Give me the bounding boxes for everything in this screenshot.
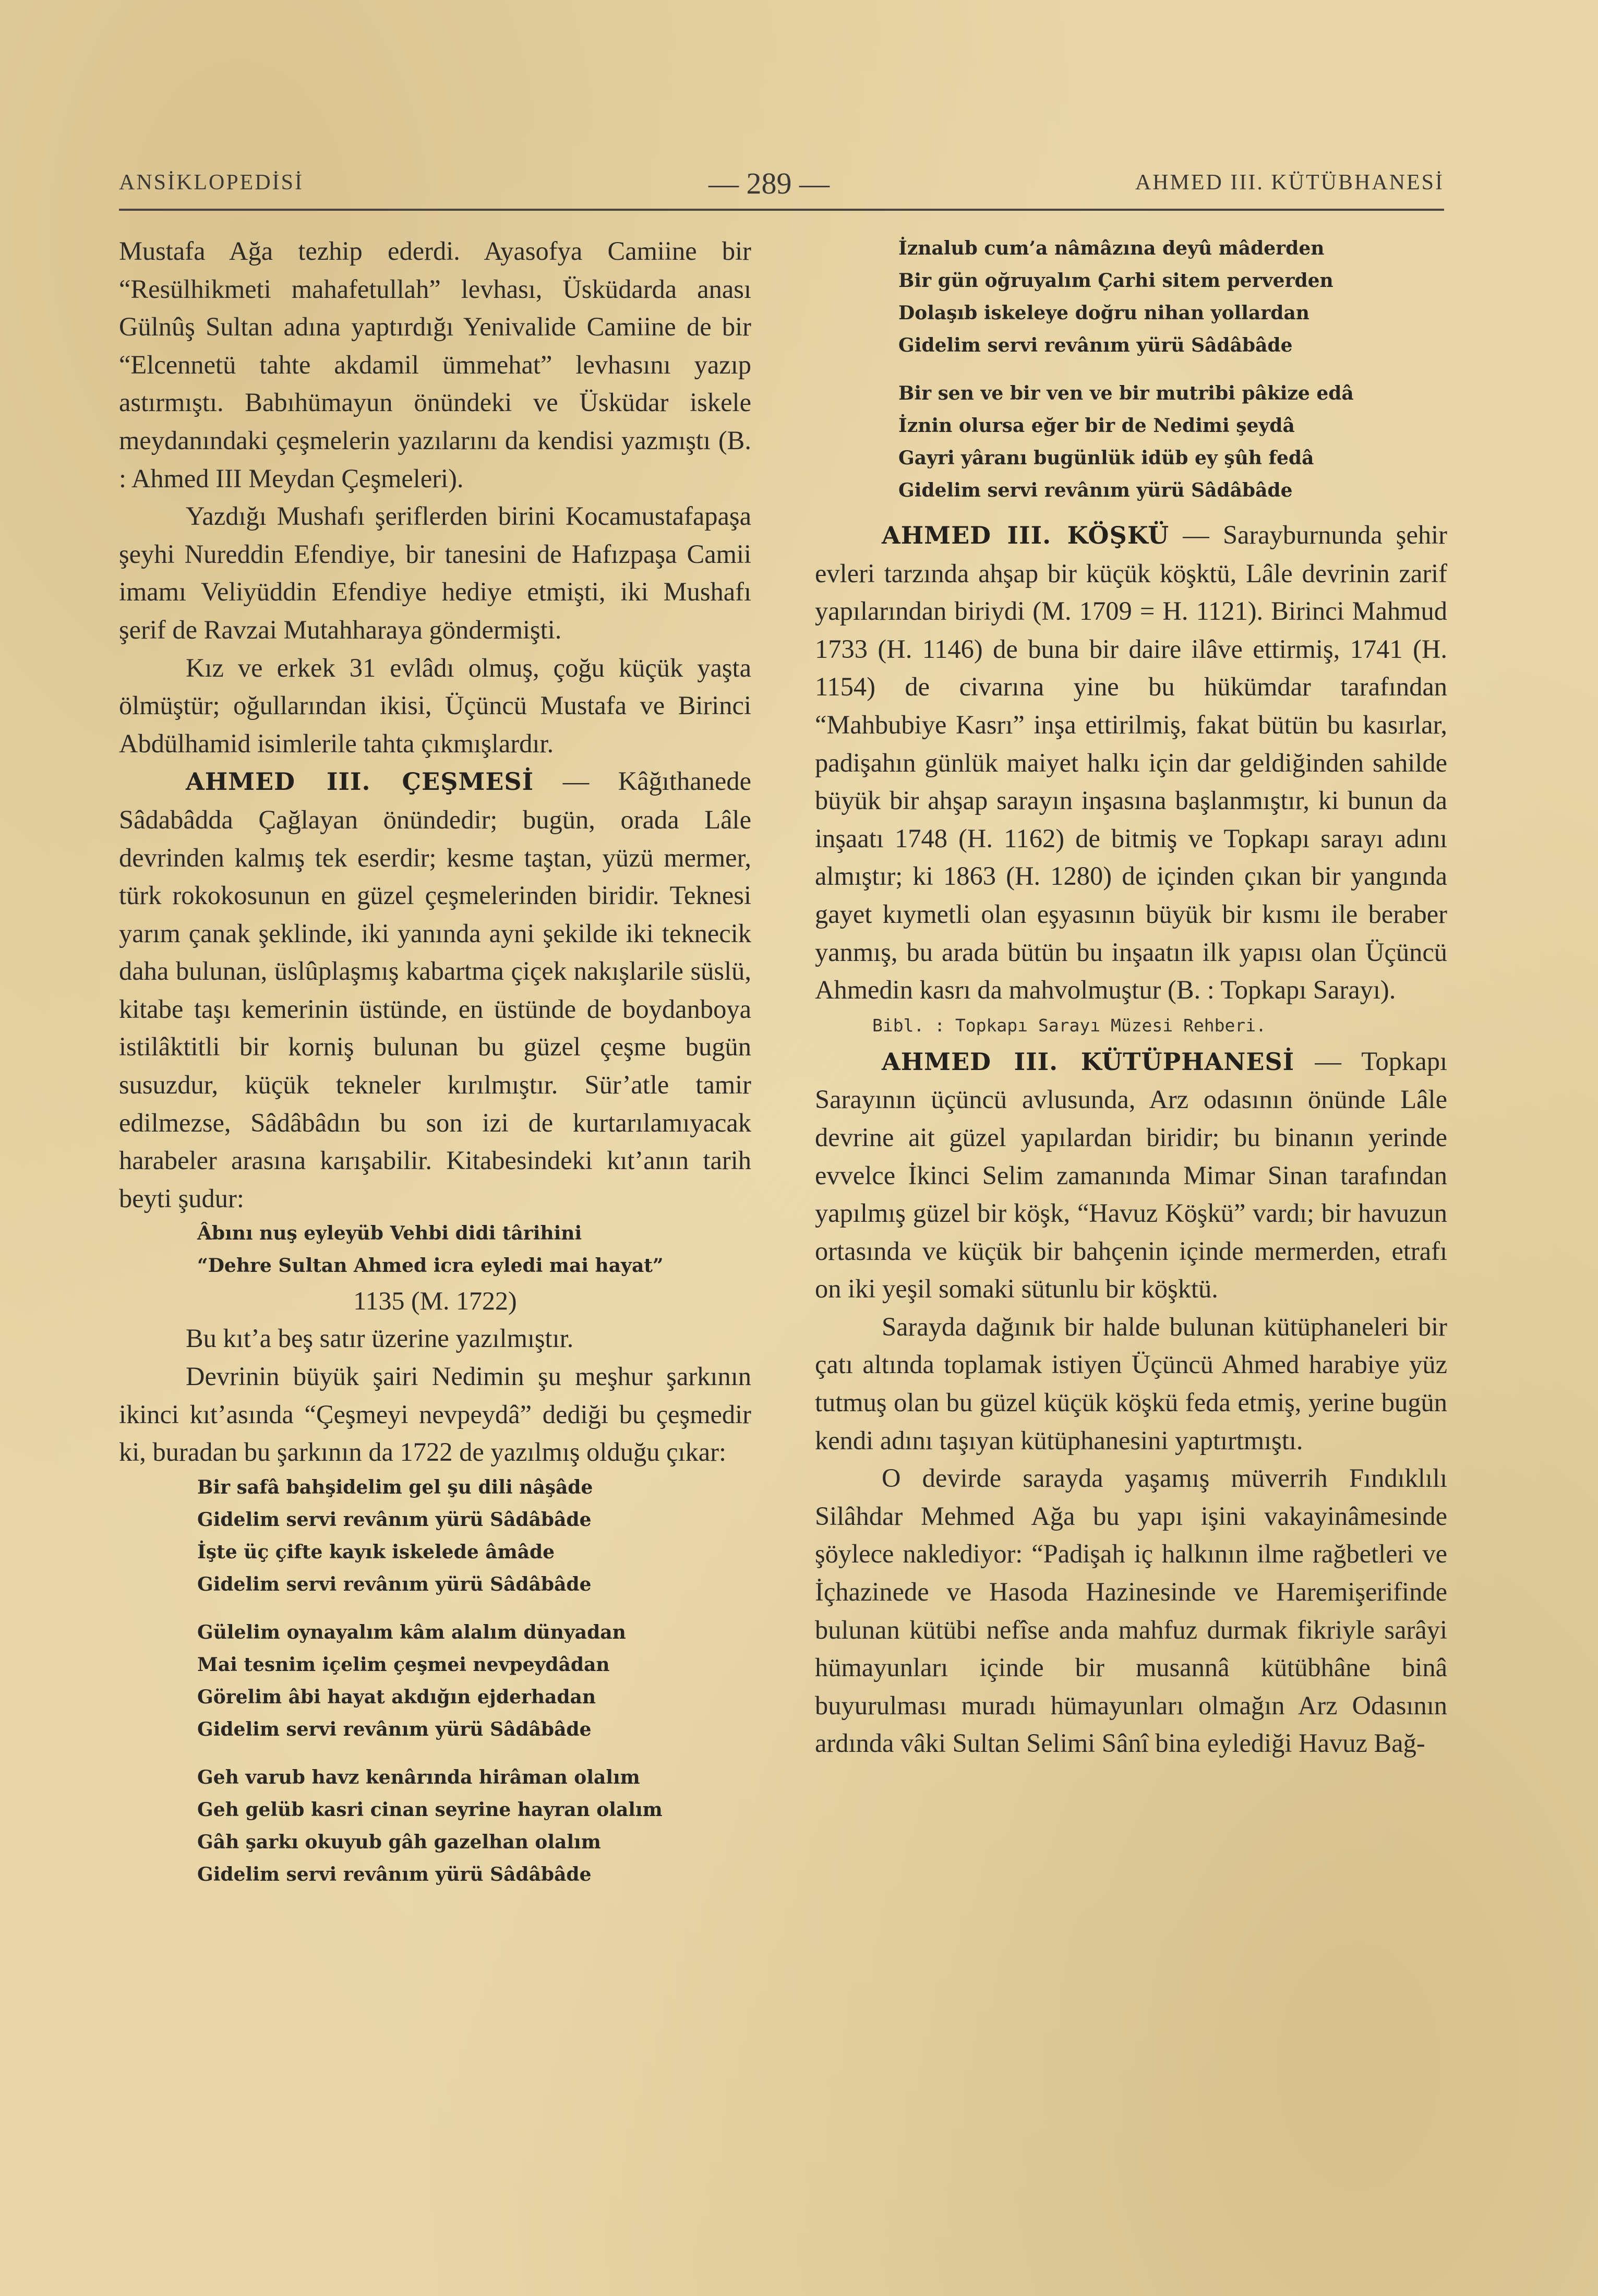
poem-stanza [119, 1616, 751, 1746]
running-header [119, 166, 1444, 208]
verse-line: Görelim âbi hayat akdığın ejderhadan [197, 1686, 596, 1708]
verse-line: Gidelim servi revânım yürü Sâdâbâde [898, 479, 1293, 501]
date-line: 1135 (M. 1722) [353, 1286, 517, 1316]
verse-line: Bir sen ve bir ven ve bir mutribi pâkize edâ [898, 382, 1354, 404]
poem-stanza [815, 377, 1447, 507]
verse-line: Gidelim servi revânım yürü Sâdâbâde [197, 1863, 592, 1885]
paragraph: Bu kıt’a beş satır üzerine yazılmıştır. [186, 1324, 574, 1353]
poem-stanza [815, 232, 1447, 362]
verse-line: Gülelim oynayalım kâm alalım dünyadan [197, 1621, 626, 1643]
poem-stanza [119, 1761, 751, 1891]
verse-line: Gâh şarkı okuyub gâh gazelhan olalım [197, 1831, 601, 1853]
verse-line: İznin olursa eğer bir de Nedimi şeydâ [898, 415, 1295, 437]
stanza-gap [119, 1601, 751, 1616]
entry-text: — Topkapı Sarayının üçüncü avlusunda, Arz odasının önünde Lâle devrine ait güzel yapılardan biridir; bu binanın yerinde evvelce İkinci Selim zamanında Mimar Sinan tarafından yapılmış güzel bir köşk, “Havuz Köşkü” vardı; bir havuzun ortasında ve küçük bir bahçenin içinde mermerden, etrafı on iki yeşil somaki sütunlu bir köşktü. [815, 1046, 1447, 1304]
verse-line: Gidelim servi revânım yürü Sâdâbâde [197, 1573, 592, 1595]
inscription-verse [119, 1217, 751, 1282]
stanza-gap [815, 507, 1447, 516]
verse-line: Gidelim servi revânım yürü Sâdâbâde [197, 1508, 592, 1531]
stanza-gap [815, 362, 1447, 377]
header-right-title: AHMED III. KÜTÜBHANESİ [1135, 171, 1444, 195]
entry-text: — Sarayburnunda şehir evleri tarzında ahşap bir küçük köşktü, Lâle devrinin zarif yapılarından biriydi (M. 1709 = H. 1121). Birinci Mahmud 1733 (H. 1146) de buna bir daire ilâve ettirmiş, 1741 (H. 1154) de civarına yine bu hükümdar tarafından “Mahbubiye Kasrı” inşa ettirilmiş, fakat bütün bu kasırlar, padişahın günlük maiyet halkı için dar geldiğinden sahilde büyük bir ahşap sarayın inşasına başlanmıştır, ki bunun da inşaatı 1748 (H. 1162) de bitmiş ve Topkapı sarayı adını almıştır; ki 1863 (H. 1280) de içinden çıkan bir yangında gayet kıymetli olan eşyasının büyük bir kısmı ile beraber yanmış, bu arada bütün bu inşaatın ilk yapısı olan Üçüncü Ahmedin kasrı da mahvolmuştur (B. : Topkapı Sarayı). [815, 520, 1447, 1005]
verse-line: Gidelim servi revânım yürü Sâdâbâde [898, 334, 1293, 356]
entry-kosk [815, 516, 1447, 1009]
verse-line: Geh varub havz kenârında hirâman olalım [197, 1766, 640, 1788]
entry-heading: AHMED III. KÖŞKÜ [882, 521, 1170, 549]
entry-cesme [119, 762, 751, 1217]
verse-line: İznalub cum’a nâmâzına deyû mâderden [898, 237, 1325, 259]
entry-heading: AHMED III. KÜTÜPHANESİ [882, 1047, 1295, 1076]
paragraph: Yazdığı Mushafı şeriflerden birini Kocamustafapaşa şeyhi Nureddin Efendiye, bir tanesini de Hafızpaşa Camii imamı Veliyüddin Efendiye hediye etmişti, iki Mushafı şerif de Ravzai Mutahharaya göndermişti. [119, 501, 751, 644]
page-number: — 289 — [708, 166, 830, 200]
stanza-gap [119, 1746, 751, 1761]
entry-heading: AHMED III. ÇEŞMESİ [186, 767, 534, 796]
verse-line: Bir gün oğruyalım Çarhi sitem perverden [898, 270, 1333, 292]
verse-line: “Dehre Sultan Ahmed icra eyledi mai hayat” [197, 1255, 664, 1277]
header-left-title: ANSİKLOPEDİSİ [119, 171, 304, 195]
verse-line: Gidelim servi revânım yürü Sâdâbâde [197, 1718, 592, 1740]
paragraph: Sarayda dağınık bir halde bulunan kütüphaneleri bir çatı altında toplamak istiyen Üçüncü Ahmed harabiye yüz tutmuş olan bu güzel küçük köşkü feda etmiş, yerine bugün kendi adını taşıyan kütüphanesini yaptırtmıştı. [815, 1312, 1447, 1455]
verse-line: Mai tesnim içelim çeşmei nevpeydâdan [197, 1653, 610, 1676]
verse-line: Gayri yâranı bugünlük idüb ey şûh fedâ [898, 447, 1314, 469]
paragraph: Mustafa Ağa tezhip ederdi. Ayasofya Camiine bir “Resülhikmeti mahafetullah” levhası, Üsküdarda anası Gülnûş Sultan adına yaptırdığı Yenivalide Camiine de bir “Elcennetü tahte akdamil ümmehat” levhasını yazıp astırmıştı. Babıhümayun önündeki ve Üsküdar iskele meydanındaki çeşmelerin yazılarını da kendisi yazmıştı (B. : Ahmed III Meydan Çeşmeleri). [119, 236, 751, 493]
left-column [119, 232, 751, 1891]
verse-line: Geh gelüb kasri cinan seyrine hayran olalım [197, 1798, 663, 1821]
right-column [815, 232, 1447, 1762]
header-rule [119, 209, 1444, 211]
entry-kutuphane [815, 1042, 1447, 1308]
poem-stanza [119, 1471, 751, 1601]
paragraph: Kız ve erkek 31 evlâdı olmuş, çoğu küçük yaşta ölmüştür; oğullarından ikisi, Üçüncü Mustafa ve Birinci Abdülhamid isimlerile tahta çıkmışlardır. [119, 653, 751, 758]
bibliography: Bibl. : Topkapı Sarayı Müzesi Rehberi. [872, 1015, 1266, 1036]
entry-text: — Kâğıthanede Sâdabâdda Çağlayan önündedir; bugün, orada Lâle devrinden kalmış tek eserdir; kesme taştan, yüzü mermer, türk rokokosunun en güzel çeşmelerinden biridir. Teknesi yarım çanak şeklinde, iki yanında ayni şekilde iki teknecik daha bulunan, üslûplaşmış kabartma çiçek nakışlarile süslü, kitabe taşı kemerinin üstünde, en üstünde de boydanboya istilâktitli bir korniş bulunan bu güzel çeşme bugün susuzdur, küçük tekneler kırılmıştır. Sür’atle tamir edilmezse, Sâdâbâdın bu son izi de kurtarılamıyacak harabeler arasına karışabilir. Kitabesindeki kıt’anın tarih beyti şudur: [119, 766, 751, 1213]
paragraph: O devirde sarayda yaşamış müverrih Fındıklılı Silâhdar Mehmed Ağa bu yapı işini vakayinâmesinde şöylece naklediyor: “Padişah iç halkının ilme rağbetleri ve İçhazinede ve Hasoda Hazinesinde ve Haremişerifinde bulunan kütübi nefîse anda mahfuz durmak fikriyle sarâyi hümayunları içinde bir musannâ kütübhâne binâ buyurulması muradı hümayunları olmağın Arz Odasının ardında vâki Sultan Selimi Sânî bina eylediği Havuz Bağ- [815, 1463, 1447, 1758]
verse-line: Dolaşıb iskeleye doğru nihan yollardan [898, 302, 1309, 324]
verse-line: Âbını nuş eyleyüb Vehbi didi târihini [197, 1222, 582, 1245]
verse-line: Bir safâ bahşidelim gel şu dili nâşâde [197, 1476, 593, 1498]
verse-line: İşte üç çifte kayık iskelede âmâde [197, 1541, 555, 1563]
paragraph: Devrinin büyük şairi Nedimin şu meşhur şarkının ikinci kıt’asında “Çeşmeyi nevpeydâ” dediği bu çeşmedir ki, buradan bu şarkının da 1722 de yazılmış olduğu çıkar: [119, 1362, 751, 1467]
